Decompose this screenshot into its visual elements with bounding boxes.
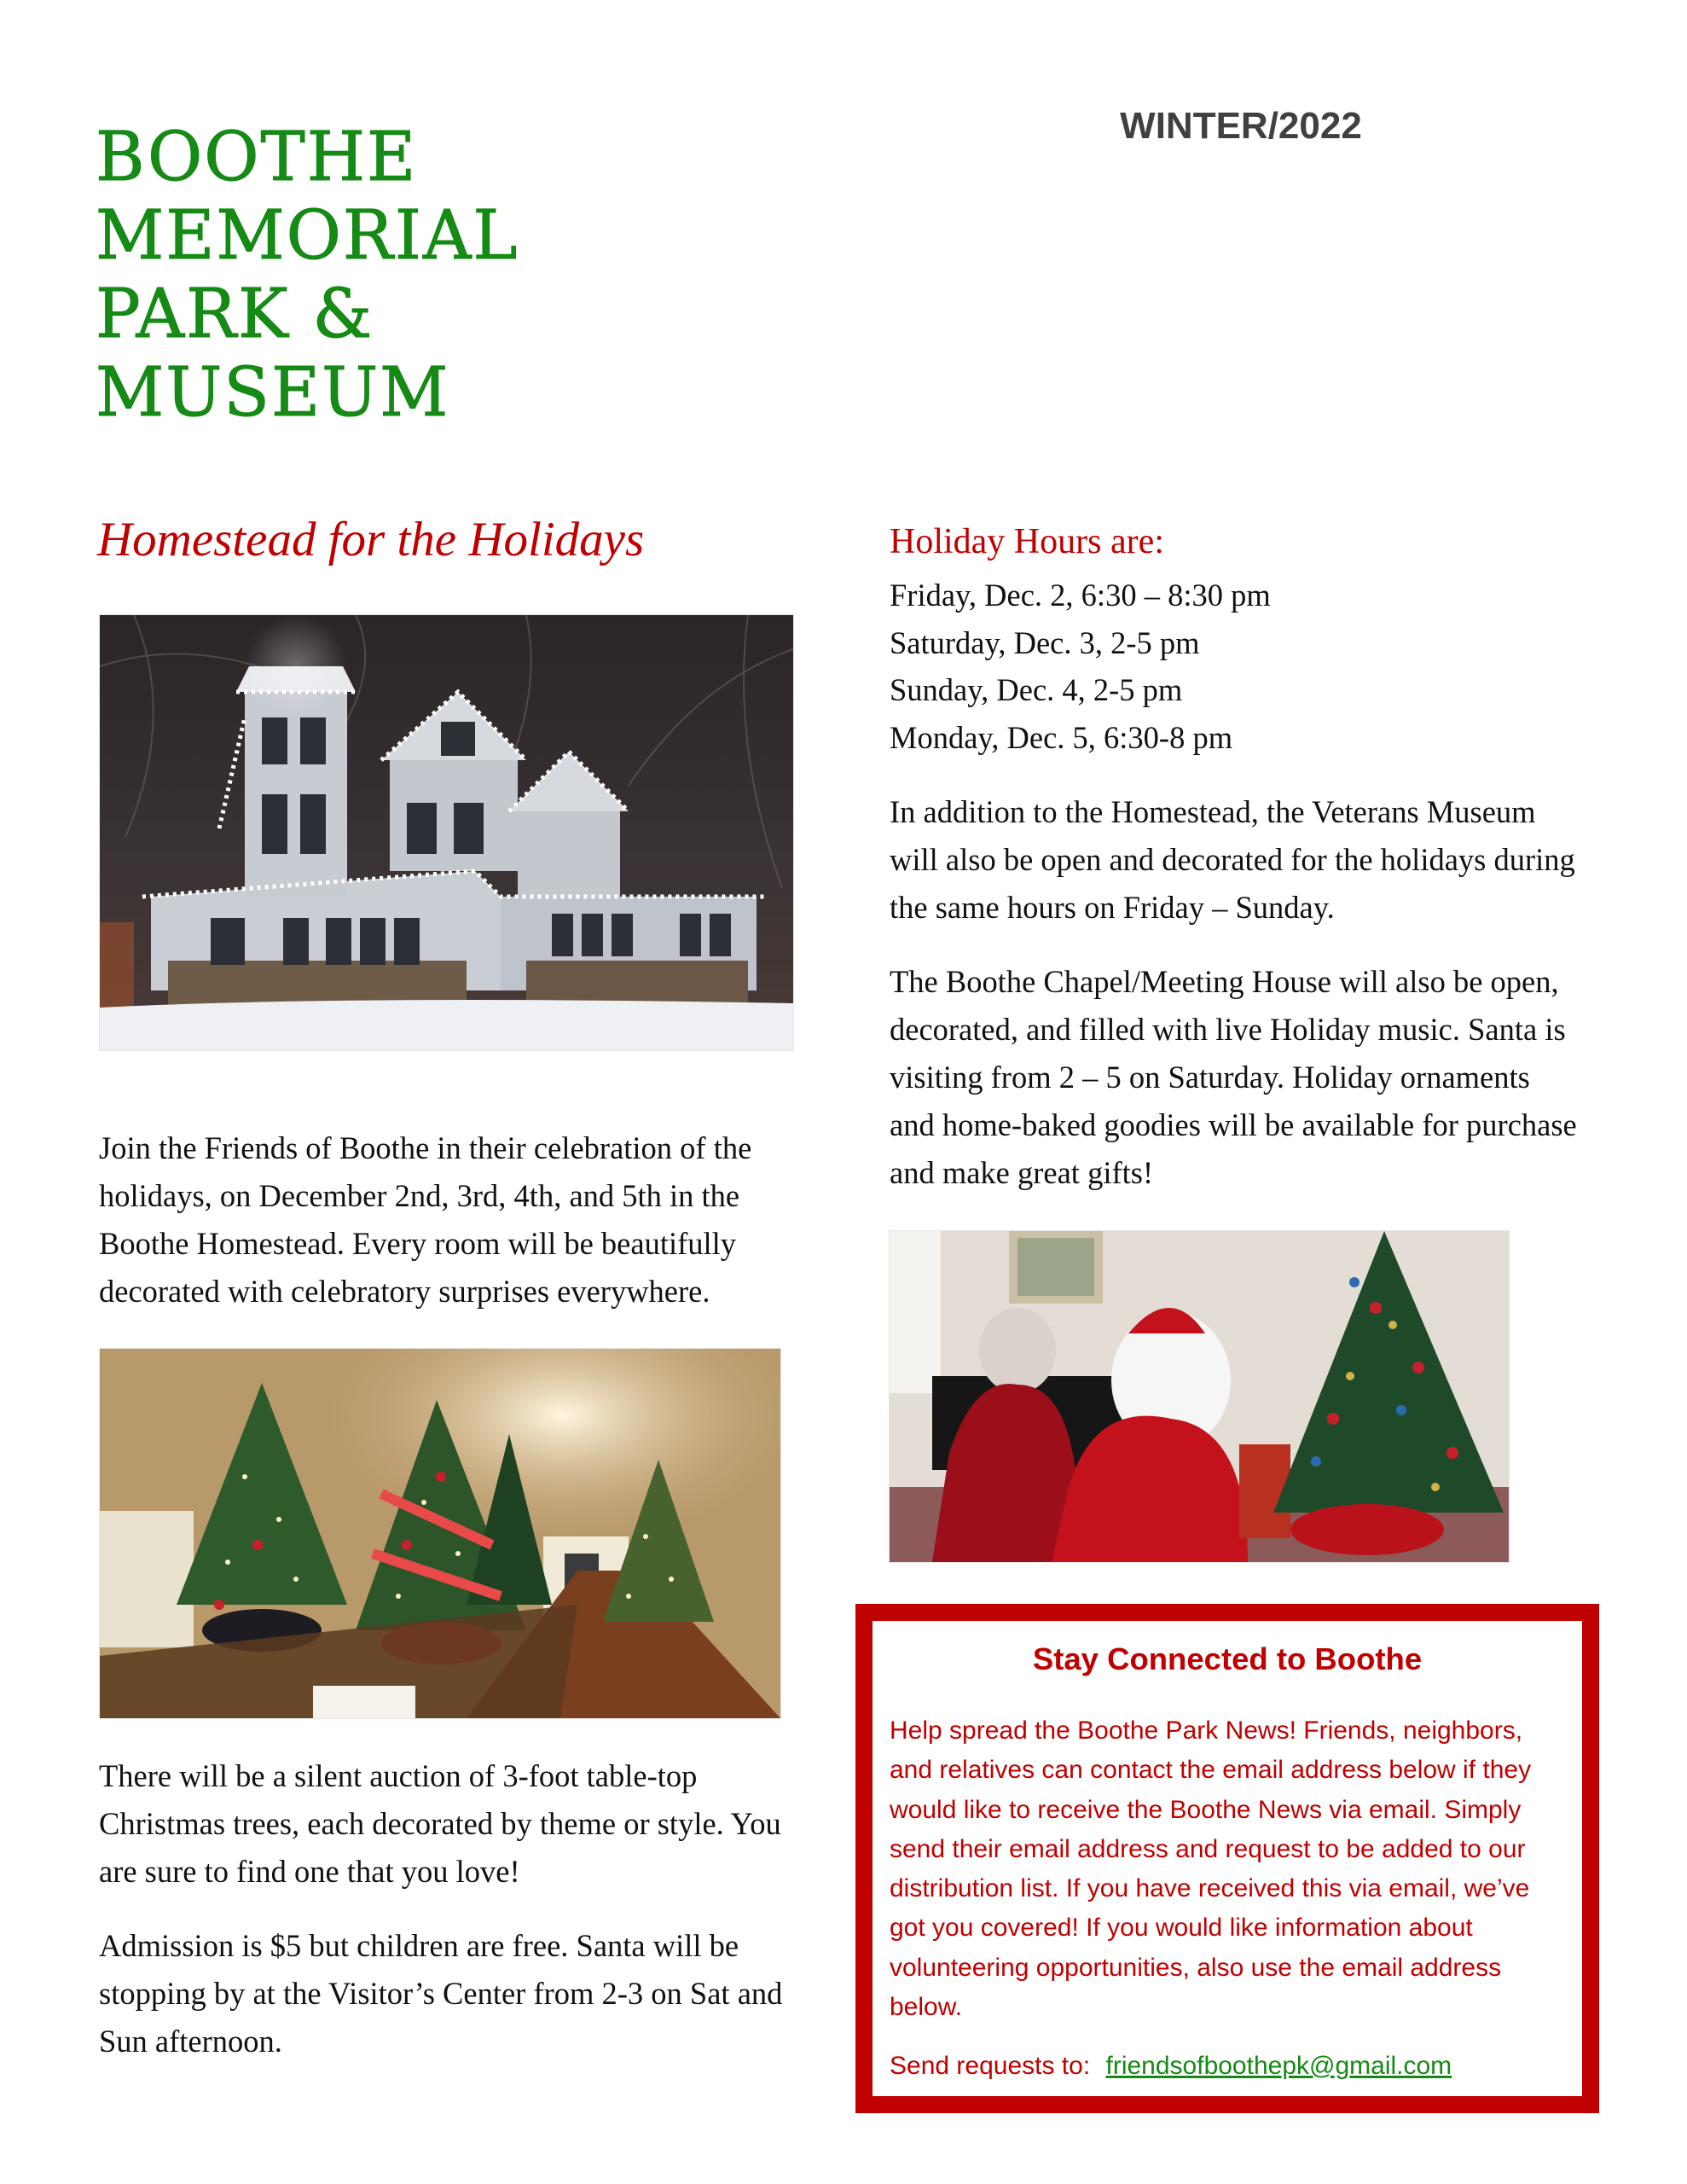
masthead-line-3: PARK & <box>96 274 374 353</box>
hours-heading: Holiday Hours are: <box>890 522 1164 561</box>
hours-item-friday: Friday, Dec. 2, 6:30 – 8:30 pm <box>890 578 1271 613</box>
auction-text: There will be a silent auction of 3-foot table-top Christmas trees, each decorated by theme or style. You are sure to find one that you love! <box>99 1758 781 1889</box>
masthead-line-4: MUSEUM <box>96 352 450 432</box>
veterans-museum-text: In addition to the Homestead, the Veterans Museum will also be open and decorated for the holidays during the same hours on Friday – Sunday. <box>890 794 1575 925</box>
intro-text: Join the Friends of Boothe in their celebration of the holidays, on December 2nd, 3rd, 4th, and 5th in the Boothe Homestead. Every room will be beautifully decorated with celebratory surprises everywhere. <box>99 1130 752 1309</box>
right-paragraphs <box>890 788 1580 1223</box>
issue-label: WINTER/2022 <box>1120 105 1362 147</box>
hours-list <box>890 572 1271 761</box>
santa-photo <box>889 1230 1510 1563</box>
masthead-line-2: MEMORIAL <box>96 195 519 275</box>
email-link[interactable]: friendsofboothepk@gmail.com <box>1105 2052 1452 2080</box>
article-heading: Homestead for the Holidays <box>97 513 645 566</box>
masthead-line-1: BOOTHE <box>96 117 418 196</box>
hours-item-saturday: Saturday, Dec. 3, 2-5 pm <box>890 624 1200 660</box>
intro-paragraph <box>99 1124 807 1342</box>
chapel-text: The Boothe Chapel/Meeting House will also be open, decorated, and filled with live Holiday music. Santa is visiting from 2 – 5 on Saturday. Holiday ornaments and home-baked goodies will be available for purchase and make great gifts! <box>890 964 1577 1190</box>
send-requests-label: Send requests to: <box>890 2052 1091 2080</box>
trees-photo <box>99 1348 781 1719</box>
masthead-title <box>96 118 863 432</box>
trees-image <box>100 1349 780 1718</box>
auction-paragraphs <box>99 1752 807 2092</box>
homestead-image <box>100 615 793 1050</box>
homestead-photo <box>99 614 794 1051</box>
callout-body: Help spread the Boothe Park News! Friends, neighbors, and relatives can contact the email address below if they would like to receive the Boothe News via email. Simply send their email address and request to be added to our distribution list. If you have received this via email, we’ve got you covered! If you would like information about volunteering opportunities, also use the email address below. <box>890 1716 1532 2022</box>
admission-text: Admission is $5 but children are free. Santa will be stopping by at the Visitor’s Center from 2-3 on Sat and Sun afternoon. <box>99 1928 783 2059</box>
hours-item-sunday: Sunday, Dec. 4, 2-5 pm <box>890 672 1183 707</box>
send-requests-line <box>890 2049 1452 2083</box>
callout-title: Stay Connected to Boothe <box>1032 1641 1423 1676</box>
santa-image <box>890 1231 1509 1562</box>
stay-connected-box <box>855 1604 1599 2113</box>
hours-item-monday: Monday, Dec. 5, 6:30-8 pm <box>890 719 1233 755</box>
